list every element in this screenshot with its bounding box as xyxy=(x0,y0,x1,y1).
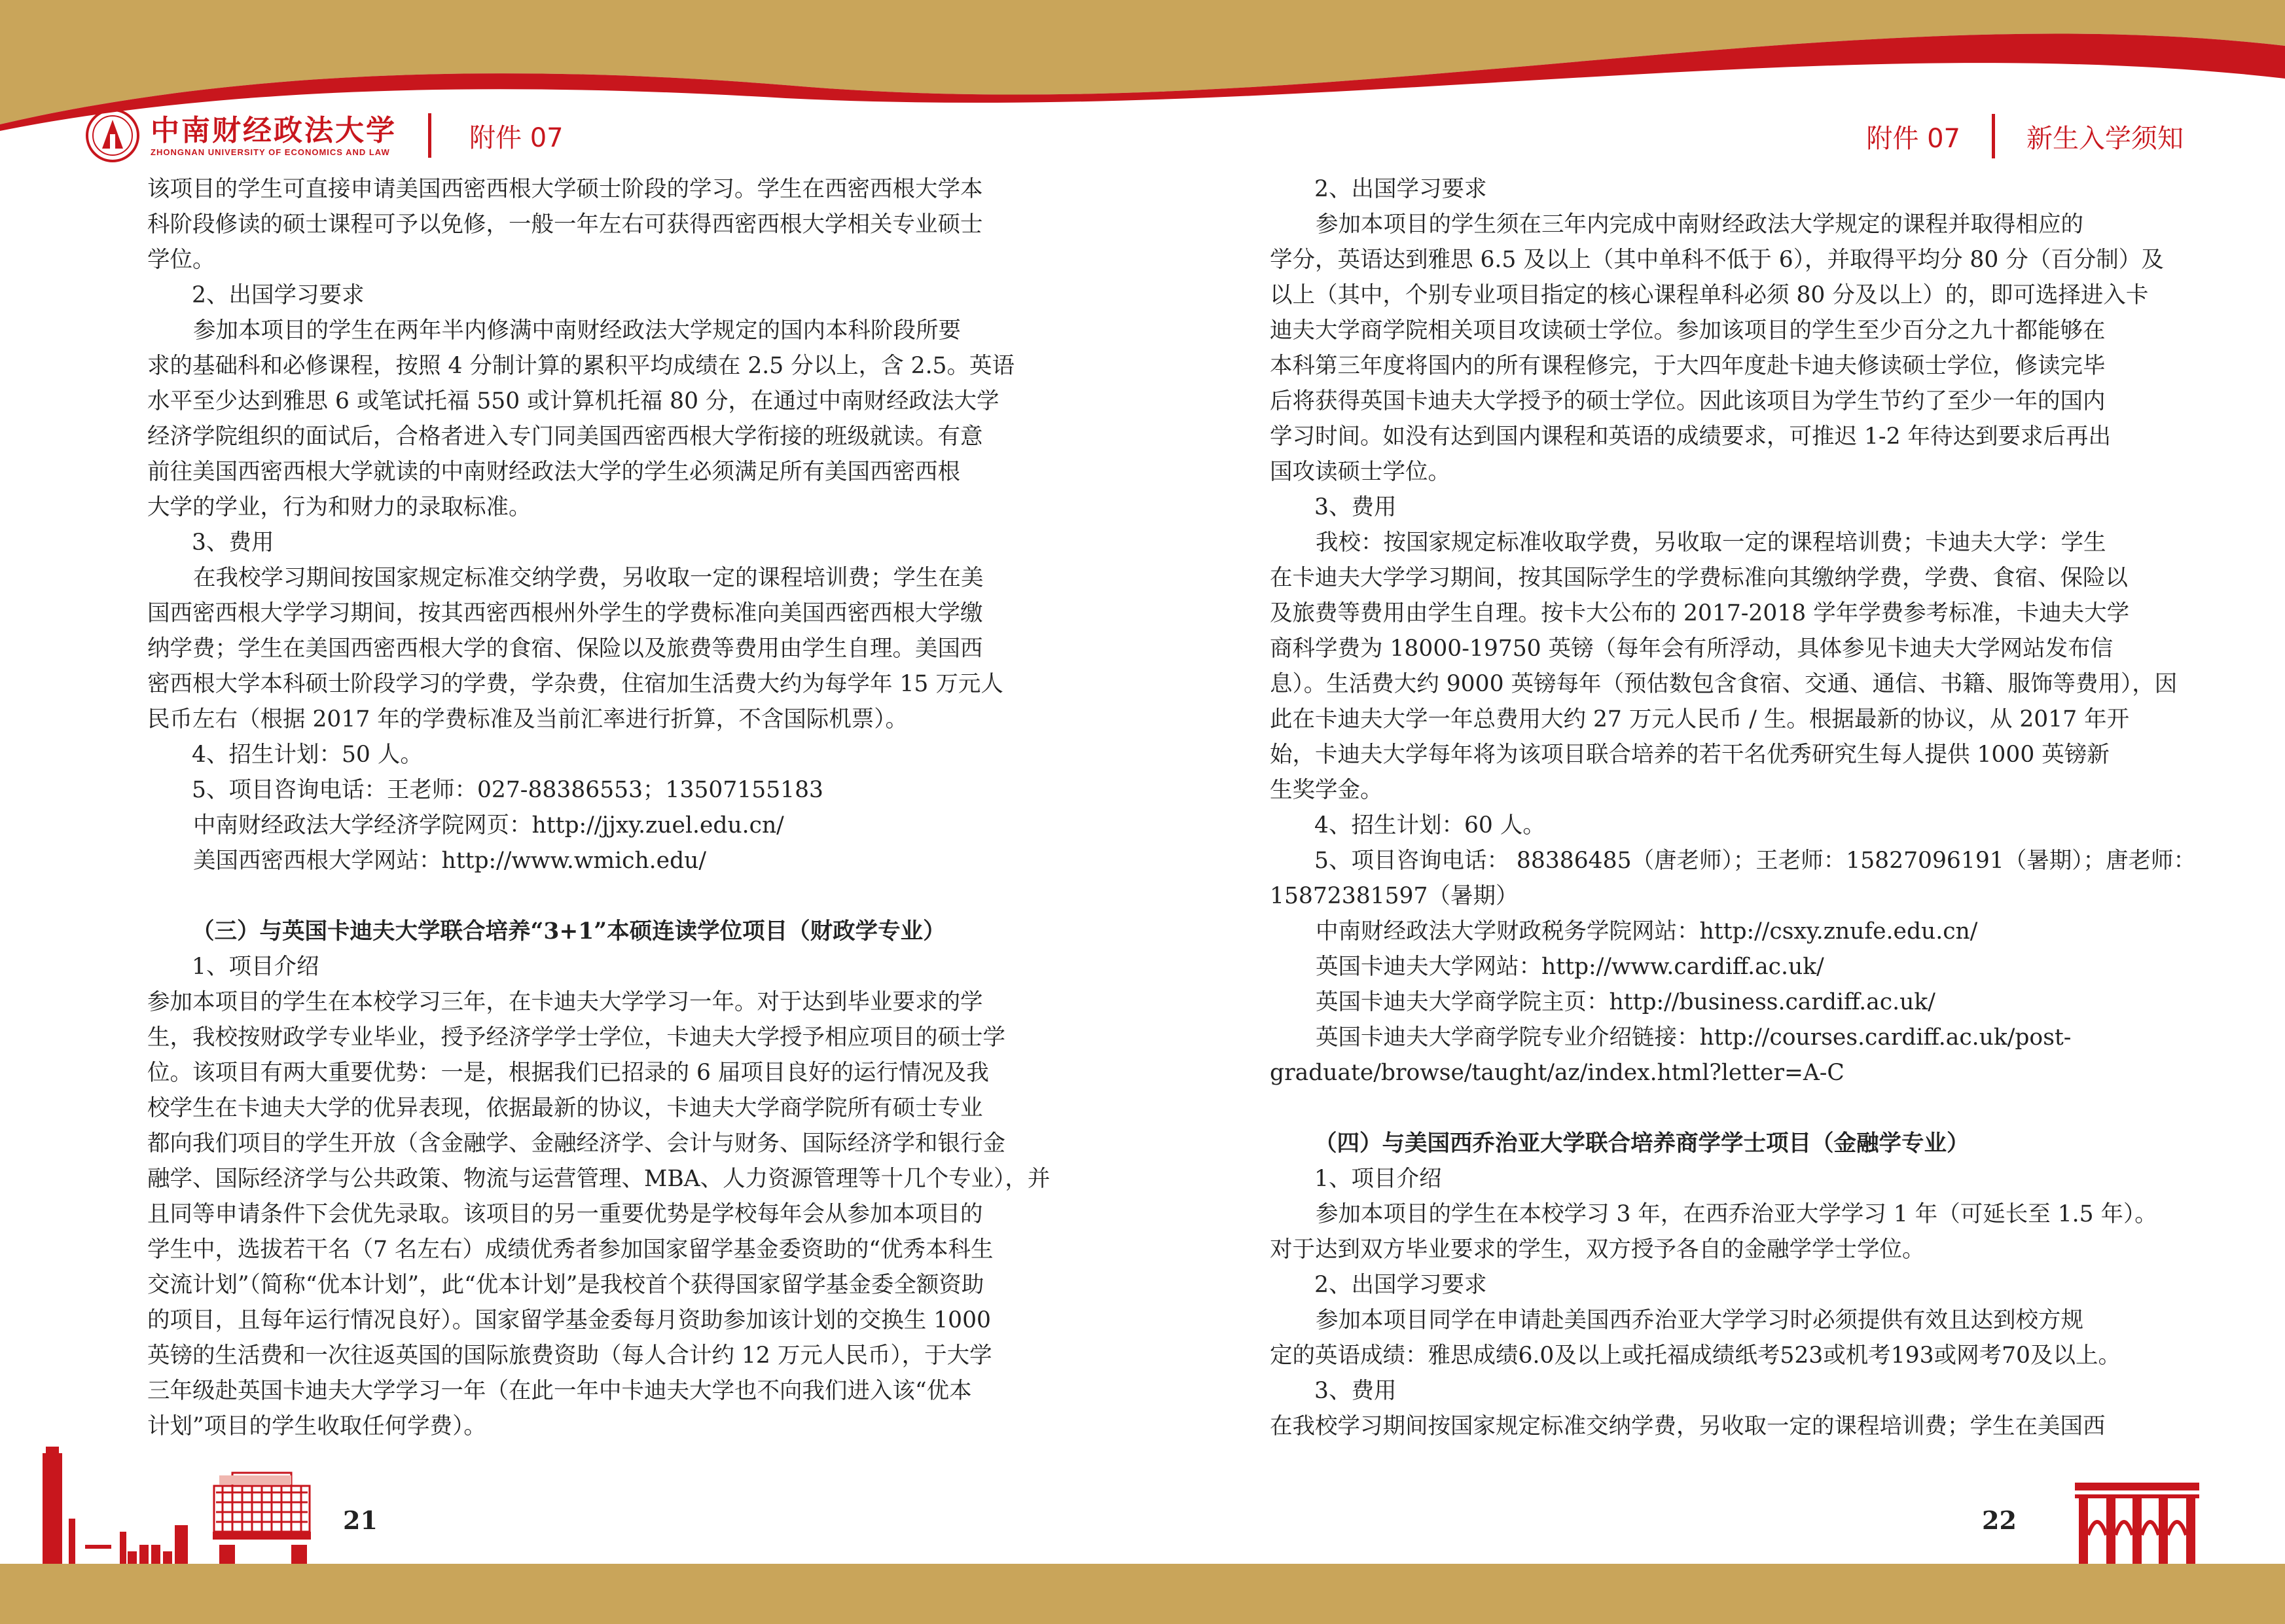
text-line: 学习时间。如没有达到国内课程和英语的成绩要求，可推迟 1-2 年待达到要求后再出 xyxy=(1270,424,2111,450)
text-line: 后将获得英国卡迪夫大学授予的硕士学位。因此该项目为学生节约了至少一年的国内 xyxy=(1270,388,2106,414)
footer-band xyxy=(0,1564,2285,1624)
website-line: 英国卡迪夫大学商学院主页：http://business.cardiff.ac.uk/ xyxy=(1316,989,1935,1015)
header-right xyxy=(1866,111,2184,161)
text-line: 求的基础科和必修课程，按照 4 分制计算的累积平均成绩在 2.5 分以上，含 2.5。英语 xyxy=(147,353,1015,379)
text-line: 学位。 xyxy=(147,247,215,273)
subheading: 1、项目介绍 xyxy=(1314,1166,1442,1192)
attachment-tag-left: 附件 07 xyxy=(469,122,564,153)
text-line: 在我校学习期间按国家规定标准交纳学费，另收取一定的课程培训费；学生在美国西 xyxy=(1270,1413,2106,1439)
building-illustration-icon xyxy=(36,1447,344,1568)
text-line: 始，卡迪夫大学每年将为该项目联合培养的若干名优秀研究生每人提供 1000 英镑新 xyxy=(1270,742,2110,768)
text-line: 参加本项目的学生在本校学习三年，在卡迪夫大学学习一年。对于达到毕业要求的学 xyxy=(147,989,983,1015)
text-line: 及旅费等费用由学生自理。按卡大公布的 2017-2018 学年学费参考标准，卡迪夫大学 xyxy=(1270,600,2130,626)
text-line: 英镑的生活费和一次往返英国的国际旅费资助（每人合计约 12 万元人民币），于大学 xyxy=(147,1343,992,1369)
subheading: 3、费用 xyxy=(192,530,274,556)
text-line: 前往美国西密西根大学就读的中南财经政法大学的学生必须满足所有美国西密西根 xyxy=(147,459,960,485)
text-line: 以上（其中，个别专业项目指定的核心课程单科必须 80 分及以上）的，即可选择进入卡 xyxy=(1270,282,2149,308)
spacer xyxy=(147,878,1188,914)
page-number-right: 22 xyxy=(1982,1506,2017,1535)
subheading: 1、项目介绍 xyxy=(192,954,319,980)
text-line: 该项目的学生可直接申请美国西密西根大学硕士阶段的学习。学生在西密西根大学本 xyxy=(147,176,983,202)
text-line: 密西根大学本科硕士阶段学习的学费，学杂费，住宿加生活费大约为每学年 15 万元人 xyxy=(147,671,1003,697)
section-title-right: 新生入学须知 xyxy=(2026,123,2184,154)
subheading: 4、招生计划：60 人。 xyxy=(1314,812,1545,839)
subheading: 2、出国学习要求 xyxy=(1314,176,1487,202)
text-line: 经济学院组织的面试后，合格者进入专门同美国西密西根大学衔接的班级就读。有意 xyxy=(147,424,983,450)
text-line: 三年级赴英国卡迪夫大学学习一年（在此一年中卡迪夫大学也不向我们进入该“优本 xyxy=(147,1378,972,1404)
website-line: 中南财经政法大学经济学院网页：http://jjxy.zuel.edu.cn/ xyxy=(193,812,784,839)
text-line: 迪夫大学商学院相关项目攻读硕士学位。参加该项目的学生至少百分之九十都能够在 xyxy=(1270,317,2106,344)
text-line: 学生中，选拔若干名（7 名左右）成绩优秀者参加国家留学基金委资助的“优秀本科生 xyxy=(147,1236,994,1263)
website-line: 英国卡迪夫大学商学院专业介绍链接：http://courses.cardiff.ac.uk/post- xyxy=(1316,1024,2072,1051)
subheading: 3、费用 xyxy=(1314,1378,1397,1404)
text-line: 在我校学习期间按国家规定标准交纳学费，另收取一定的课程培训费；学生在美 xyxy=(193,565,984,591)
text-line: 校学生在卡迪夫大学的优异表现，依据最新的协议，卡迪夫大学商学院所有硕士专业 xyxy=(147,1095,983,1121)
text-line: 定的英语成绩：雅思成绩6.0及以上或托福成绩纸考523或机考193或网考70及以上。 xyxy=(1270,1343,2121,1369)
university-seal-icon xyxy=(85,108,140,163)
logo-cn: 中南财经政法大学 xyxy=(151,113,397,147)
text-line: 生，我校按财政学专业毕业，授予经济学学士学位，卡迪夫大学授予相应项目的硕士学 xyxy=(147,1024,1005,1051)
text-line: 对于达到双方毕业要求的学生，双方授予各自的金融学学士学位。 xyxy=(1270,1236,1925,1263)
subheading: 4、招生计划：50 人。 xyxy=(192,742,423,768)
section-heading: （四）与美国西乔治亚大学联合培养商学学士项目（金融学专业） xyxy=(1314,1130,1970,1157)
text-line: 的项目，且每年运行情况良好）。国家留学基金委每月资助参加该计划的交换生 1000 xyxy=(147,1307,992,1333)
text-line: 在卡迪夫大学学习期间，按其国际学生的学费标准向其缴纳学费，学费、食宿、保险以 xyxy=(1270,565,2128,591)
left-page-body xyxy=(147,171,1188,1444)
text-line: 本科第三年度将国内的所有课程修完，于大四年度赴卡迪夫修读硕士学位，修读完毕 xyxy=(1270,353,2106,379)
text-line: 国攻读硕士学位。 xyxy=(1270,459,1450,485)
text-line: 我校：按国家规定标准收取学费，另收取一定的课程培训费；卡迪夫大学：学生 xyxy=(1316,530,2106,556)
text-line: 参加本项目的学生在本校学习 3 年，在西乔治亚大学学习 1 年（可延长至 1.5 年）。 xyxy=(1316,1201,2157,1227)
text-line: 民币左右（根据 2017 年的学费标准及当前汇率进行折算，不含国际机票）。 xyxy=(147,706,908,732)
text-line: 生奖学金。 xyxy=(1270,777,1383,803)
section-heading: （三）与英国卡迪夫大学联合培养“3+1”本硕连读学位项目（财政学专业） xyxy=(192,918,946,945)
text-line: 计划”项目的学生收取任何学费）。 xyxy=(147,1413,486,1439)
contact-line: 5、项目咨询电话： 88386485（唐老师）；王老师：15827096191（暑期）；唐老师： xyxy=(1314,848,2196,874)
text-line: 息）。生活费大约 9000 英镑每年（预估数包含食宿、交通、通信、书籍、服饰等费用），因 xyxy=(1270,671,2178,697)
text-line: 大学的学业，行为和财力的录取标准。 xyxy=(147,494,531,520)
text-line: 学分，英语达到雅思 6.5 及以上（其中单科不低于 6），并取得平均分 80 分（百分制）及 xyxy=(1270,247,2164,273)
attachment-tag-right: 附件 07 xyxy=(1866,123,1960,154)
text-line: 都向我们项目的学生开放（含金融学、金融经济学、会计与财务、国际经济学和银行金 xyxy=(147,1130,1005,1157)
subheading: 2、出国学习要求 xyxy=(1314,1272,1487,1298)
text-line: 国西密西根大学学习期间，按其西密西根州外学生的学费标准向美国西密西根大学缴 xyxy=(147,600,983,626)
gate-illustration-icon xyxy=(2075,1483,2199,1566)
page-number-left: 21 xyxy=(343,1506,378,1535)
text-line: 融学、国际经济学与公共政策、物流与运营管理、MBA、人力资源管理等十几个专业），并 xyxy=(147,1166,1051,1192)
website-line: 英国卡迪夫大学网站：http://www.cardiff.ac.uk/ xyxy=(1316,954,1824,980)
text-line: 水平至少达到雅思 6 或笔试托福 550 或计算机托福 80 分，在通过中南财经政法大学 xyxy=(147,388,999,414)
subheading: 3、费用 xyxy=(1314,494,1397,520)
text-line: 参加本项目的学生在两年半内修满中南财经政法大学规定的国内本科阶段所要 xyxy=(193,317,961,344)
text-line: 位。该项目有两大重要优势：一是，根据我们已招录的 6 届项目良好的运行情况及我 xyxy=(147,1060,989,1086)
text-line: 参加本项目同学在申请赴美国西乔治亚大学学习时必须提供有效且达到校方规 xyxy=(1316,1307,2083,1333)
right-page-body xyxy=(1270,171,2285,1444)
university-logo-text xyxy=(151,115,397,157)
text-line: 且同等申请条件下会优先录取。该项目的另一重要优势是学校每年会从参加本项目的 xyxy=(147,1201,983,1227)
subheading: 2、出国学习要求 xyxy=(192,282,365,308)
logo-en: ZHONGNAN UNIVERSITY OF ECONOMICS AND LAW xyxy=(151,147,390,157)
header-divider xyxy=(428,113,431,158)
spacer xyxy=(1270,1091,2285,1126)
header-divider-right xyxy=(1992,114,1995,158)
text-line: 交流计划”（简称“优本计划”，此“优本计划”是我校首个获得国家留学基金委全额资助 xyxy=(147,1272,984,1298)
website-line: 中南财经政法大学财政税务学院网站：http://csxy.znufe.edu.cn/ xyxy=(1316,918,1978,945)
header-left xyxy=(85,106,564,165)
contact-line: 5、项目咨询电话：王老师：027-88386553；13507155183 xyxy=(192,777,824,803)
text-line: 此在卡迪夫大学一年总费用大约 27 万元人民币 / 生。根据最新的协议，从 2017 年开 xyxy=(1270,706,2130,732)
website-line: graduate/browse/taught/az/index.html?letter=A-C xyxy=(1270,1060,1844,1086)
contact-line: 15872381597（暑期） xyxy=(1270,883,1519,909)
text-line: 商科学费为 18000-19750 英镑（每年会有所浮动，具体参见卡迪夫大学网站发布信 xyxy=(1270,636,2114,662)
text-line: 纳学费；学生在美国西密西根大学的食宿、保险以及旅费等费用由学生自理。美国西 xyxy=(147,636,983,662)
website-line: 美国西密西根大学网站：http://www.wmich.edu/ xyxy=(193,848,706,874)
text-line: 科阶段修读的硕士课程可予以免修，一般一年左右可获得西密西根大学相关专业硕士 xyxy=(147,211,983,238)
text-line: 参加本项目的学生须在三年内完成中南财经政法大学规定的课程并取得相应的 xyxy=(1316,211,2083,238)
